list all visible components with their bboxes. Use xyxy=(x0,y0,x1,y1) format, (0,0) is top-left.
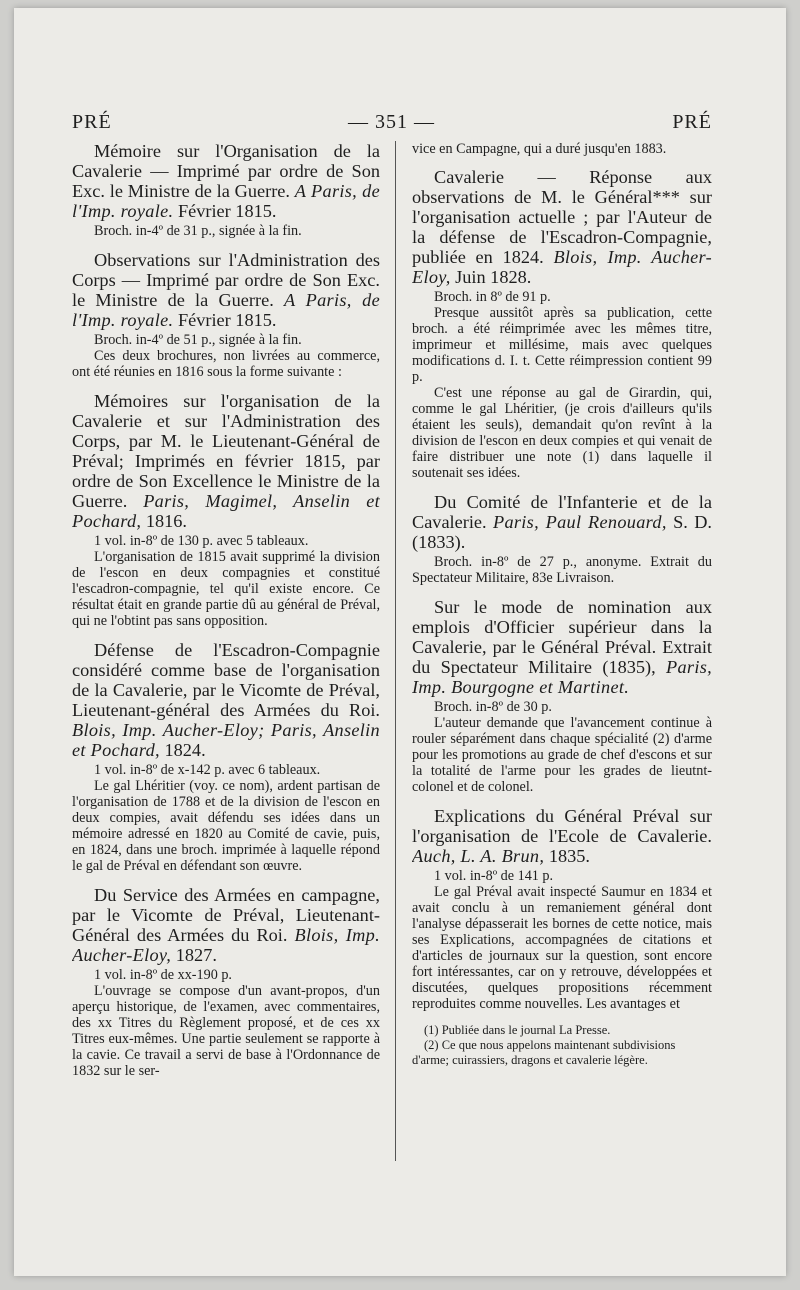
entry-notes xyxy=(72,967,380,1079)
entry-title: Mémoires sur l'organisation de la Cavalerie et sur l'Administration des Corps, par M. le Lieutenant-Général de Préval; Imprimés en février 1815, par ordre de Son Excellence le Ministre de la Guerre. xyxy=(72,391,380,511)
bibliography-entry xyxy=(412,492,712,586)
column-divider xyxy=(395,141,396,1161)
bibliography-entry xyxy=(72,391,380,629)
entry-title: Explications du Général Préval sur l'organisation de l'Ecole de Cavalerie. xyxy=(412,806,712,846)
entry-note: 1 vol. in-8º de x-142 p. avec 6 tableaux. xyxy=(94,762,321,778)
bibliography-entry xyxy=(412,597,712,795)
entry-title: Sur le mode de nomination aux emplois d'Officier supérieur dans la Cavalerie, par le Général Préval. Extrait du Spectateur Militaire (1835), xyxy=(412,597,712,677)
header-left: PRÉ xyxy=(72,111,112,133)
entry-publisher: Auch, L. A. Brun, xyxy=(412,846,545,866)
entry-notes xyxy=(412,554,712,586)
entry-date: 1827. xyxy=(175,945,217,965)
entry-title: Cavalerie — Réponse aux observations de M. le Général*** sur l'organisation actuelle ; par l'Auteur de la défense de l'Escadron-Compagnie, publiée en 1824. xyxy=(412,167,712,267)
entry-note: Broch. in-4º de 51 p., signée à la fin. xyxy=(94,332,302,348)
right-column xyxy=(412,141,712,1171)
entry-note: Le gal Préval avait inspecté Saumur en 1834 et avait conclu à un remaniement général dont l'analyse dépasserait les bornes de cette notice, mais ses Explications, accompagnées de citations et d'articles de journaux sur la question, sont encore fort intéressantes, car on y retrouve, développées et discutées, quelques propositions récemment reproduites comme nouvelles. Les avantages et xyxy=(412,884,712,1012)
continued-text: vice en Campagne, qui a duré jusqu'en 1883. xyxy=(412,141,667,157)
entry-notes xyxy=(72,223,380,239)
entry-note: Ces deux brochures, non livrées au commerce, ont été réunies en 1816 sous la forme suivante : xyxy=(72,348,380,380)
entry-publisher: A Paris, de l'Imp. royale. xyxy=(72,290,380,330)
left-column xyxy=(72,141,380,1171)
entry-title: Mémoire sur l'Organisation de la Cavalerie — Imprimé par ordre de Son Exc. le Ministre de la Guerre. xyxy=(72,141,380,201)
page xyxy=(14,8,786,1276)
bibliography-entry xyxy=(412,167,712,481)
bibliography-entry xyxy=(72,885,380,1079)
footnotes xyxy=(412,1023,712,1068)
entry-notes xyxy=(412,289,712,481)
entry-note: 1 vol. in-8º de 141 p. xyxy=(434,868,554,884)
entry-note: L'ouvrage se compose d'un avant-propos, d'un aperçu historique, de l'examen, avec commentaires, des xx Titres du Règlement proposé, et de ces xx Titres eux-mêmes. Une partie seulement se rapporte à la cavie. Ce travail a servi de base à l'Ordonnance de 1832 sur le ser- xyxy=(72,983,380,1079)
entry-note: Le gal Lhéritier (voy. ce nom), ardent partisan de l'organisation de 1788 et de la division de l'escon en deux compies, avait défendu ses idées dans un mémoire adressé en 1820 au Comité de cavie, puis, en 1824, dans une broch. imprimée à laquelle répond le gal de Préval en défendant son œuvre. xyxy=(72,778,380,874)
entry-title-block xyxy=(412,806,712,866)
bibliography-entry xyxy=(72,250,380,380)
entry-title-block xyxy=(72,391,380,531)
entry-note: Broch. in-8º de 27 p., anonyme. Extrait du Spectateur Militaire, 83e Livraison. xyxy=(412,554,712,586)
entry-notes xyxy=(412,699,712,795)
entry-title: Du Service des Armées en campagne, par le Vicomte de Préval, Lieutenant-Général des Armées du Roi. xyxy=(72,885,380,945)
header-right: PRÉ xyxy=(672,111,712,133)
entry-title-block xyxy=(412,597,712,697)
bibliography-entry xyxy=(412,806,712,1012)
entry-date: S. D. (1833). xyxy=(412,512,712,552)
entry-date: 1835. xyxy=(548,846,590,866)
entry-publisher: Blois, Imp. Aucher-Eloy; Paris, Anselin et Pochard, xyxy=(72,720,380,760)
entry-date: Février 1815. xyxy=(177,310,277,330)
entry-publisher: Blois, Imp. Aucher-Eloy, xyxy=(72,925,380,965)
entry-title-block xyxy=(412,492,712,552)
entry-title-block xyxy=(72,250,380,330)
entry-notes xyxy=(72,533,380,629)
entry-title-block xyxy=(72,640,380,760)
entry-publisher: Paris, Imp. Bourgogne et Martinet. xyxy=(412,657,712,697)
entry-note: L'auteur demande que l'avancement continue à rouler séparément dans chaque spécialité (2) d'arme pour les promotions au grade de chef d'escons et sur la totalité de l'arme pour les grades de lieutnt-colonel et de colonel. xyxy=(412,715,712,795)
entry-publisher: Blois, Imp. Aucher-Eloy, xyxy=(412,247,712,287)
entry-title-block xyxy=(412,167,712,287)
entry-note: Broch. in 8º de 91 p. xyxy=(434,289,551,305)
entry-title: Observations sur l'Administration des Corps — Imprimé par ordre de Son Exc. le Ministre de la Guerre. xyxy=(72,250,380,310)
entry-note: Presque aussitôt après sa publication, cette broch. a été réimprimée avec les mêmes titre, imprimeur et millésime, mais avec quelques modifications d. I. t. Cette réimpression contient 99 p. xyxy=(412,305,712,385)
entry-publisher: Paris, Magimel, Anselin et Pochard, xyxy=(72,491,380,531)
entry-title-block xyxy=(72,885,380,965)
footnote: (1) Publiée dans le journal La Presse. xyxy=(424,1023,611,1037)
entry-note: C'est une réponse au gal de Girardin, qui, comme le gal Lhéritier, (je crois d'ailleurs qu'ils étaient les seuls), demandait qu'on revînt à la division de l'escon en deux compies et qui venait de faire distribuer une note (1) dans laquelle il soutenait ses idées. xyxy=(412,385,712,481)
entry-date: Juin 1828. xyxy=(455,267,532,287)
entry-publisher: Paris, Paul Renouard, xyxy=(492,512,667,532)
entry-notes xyxy=(72,762,380,874)
entry-publisher: A Paris, de l'Imp. royale. xyxy=(72,181,380,221)
entry-date: 1824. xyxy=(164,740,206,760)
entry-note: L'organisation de 1815 avait supprimé la division de l'escon en deux compagnies et constitué l'escadron-compagnie, tel qu'il existe encore. Ce résultat était en grande partie dû au général de Préval, qui ne l'obtint pas sans opposition. xyxy=(72,549,380,629)
entry-note: 1 vol. in-8º de xx-190 p. xyxy=(94,967,232,983)
entry-title: Du Comité de l'Infanterie et de la Cavalerie. xyxy=(412,492,712,532)
entry-date: 1816. xyxy=(145,511,187,531)
entry-note: Broch. in-8º de 30 p. xyxy=(434,699,552,715)
entry-title-block xyxy=(72,141,380,221)
entry-notes xyxy=(72,332,380,380)
running-header xyxy=(72,111,712,141)
footnote: (2) Ce que nous appelons maintenant subdivisions d'arme; cuirassiers, dragons et cavalerie légère. xyxy=(412,1038,676,1067)
bibliography-entry xyxy=(72,640,380,874)
page-number: — 351 — xyxy=(348,111,435,133)
entry-date: Février 1815. xyxy=(177,201,277,221)
entry-note: 1 vol. in-8º de 130 p. avec 5 tableaux. xyxy=(94,533,309,549)
entry-notes xyxy=(412,868,712,1012)
entry-note: Broch. in-4º de 31 p., signée à la fin. xyxy=(94,223,302,239)
bibliography-entry xyxy=(72,141,380,239)
entry-title: Défense de l'Escadron-Compagnie considéré comme base de l'organisation de la Cavalerie, par le Vicomte de Préval, Lieutenant-général des Armées du Roi. xyxy=(72,640,380,720)
